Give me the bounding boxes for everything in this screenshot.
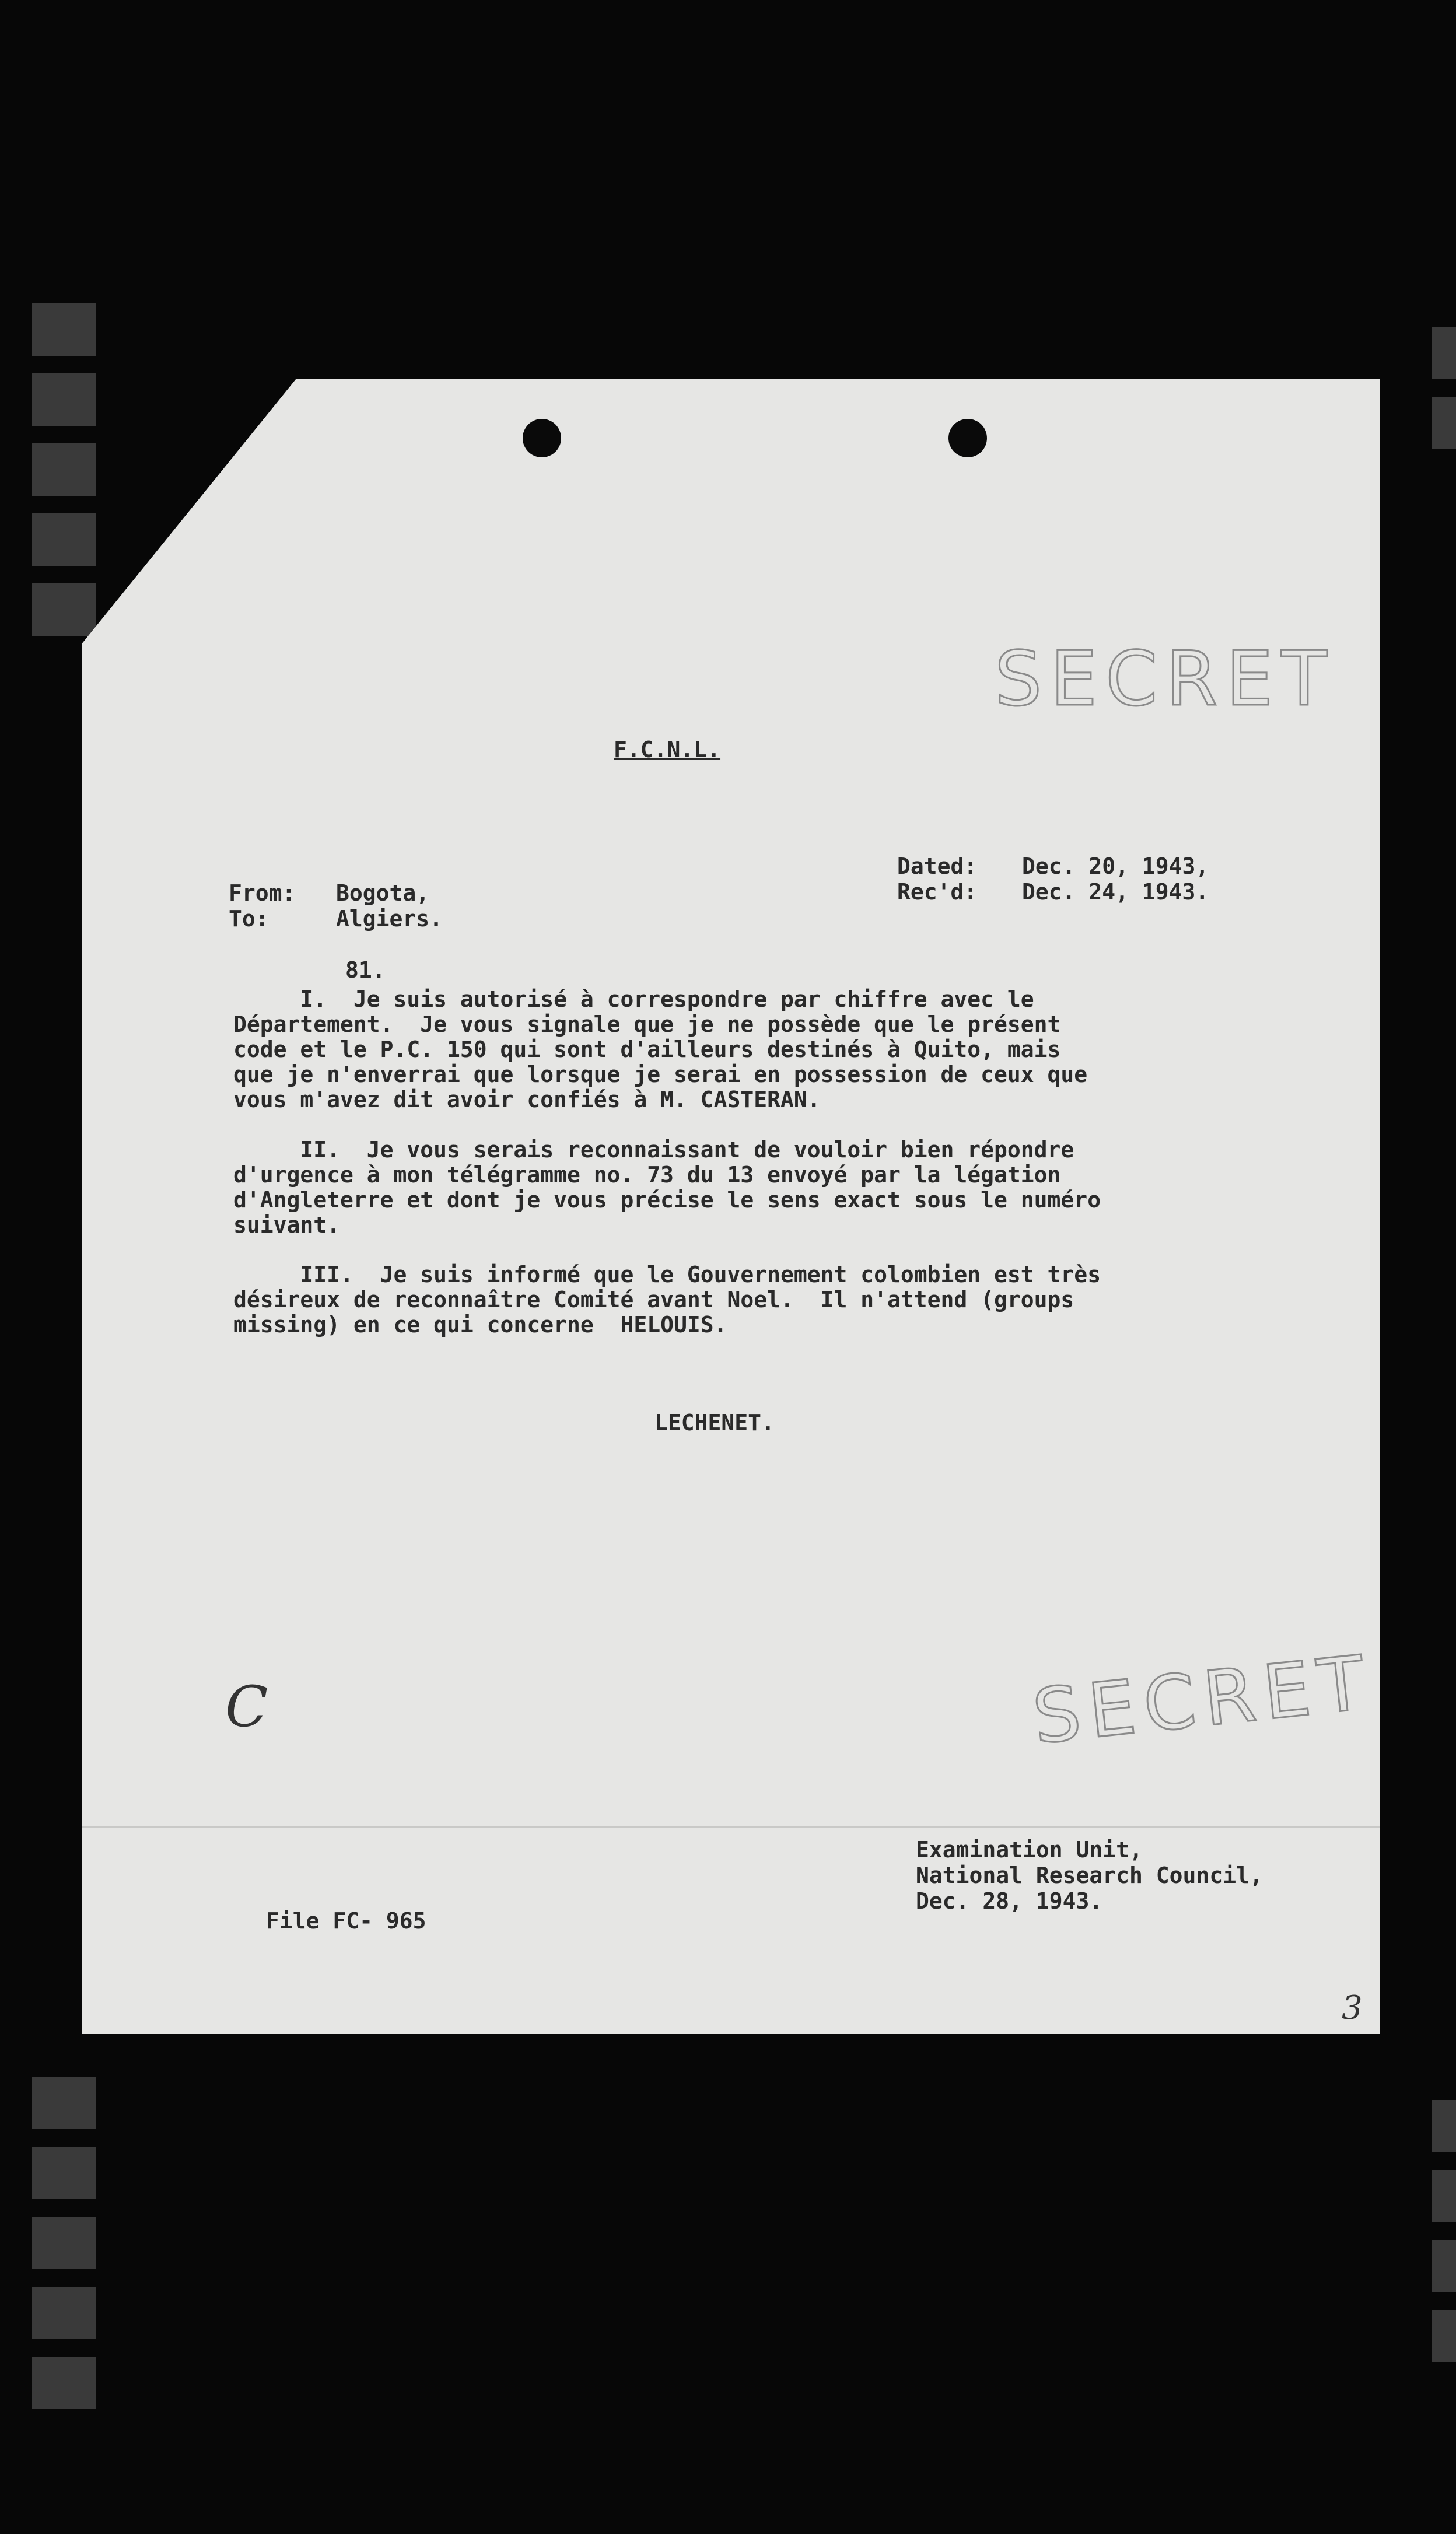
paragraph-line: II. Je vous serais reconnaissant de vouloir bien répondre xyxy=(233,1137,1074,1163)
file-number: File FC- 965 xyxy=(266,1908,426,1934)
to-value: Algiers. xyxy=(336,906,443,932)
dated-value: Dec. 20, 1943, xyxy=(1022,853,1209,879)
sprocket-hole xyxy=(32,2217,96,2269)
agency-heading: F.C.N.L. xyxy=(614,737,721,762)
sprocket-hole xyxy=(1432,327,1456,379)
sprocket-hole xyxy=(32,373,96,426)
received-label: Rec'd: xyxy=(897,879,978,905)
paragraph-line: d'urgence à mon télégramme no. 73 du 13 envoyé par la légation xyxy=(233,1162,1061,1188)
sprocket-hole xyxy=(1432,397,1456,449)
sprocket-hole xyxy=(1432,2310,1456,2362)
secret-stamp-top: SECRET xyxy=(995,636,1335,723)
sprocket-hole xyxy=(32,583,96,636)
punch-hole xyxy=(523,419,561,457)
sprocket-hole xyxy=(32,2147,96,2199)
dated-label: Dated: xyxy=(897,853,978,879)
from-label: From: xyxy=(229,880,296,906)
paragraph-line: missing) en ce qui concerne HELOUIS. xyxy=(233,1312,727,1338)
punch-hole xyxy=(949,419,987,457)
sprocket-hole xyxy=(32,2287,96,2339)
sprocket-hole xyxy=(32,2077,96,2129)
paragraph-line: code et le P.C. 150 qui sont d'ailleurs destinés à Quito, mais xyxy=(233,1037,1061,1062)
paragraph-line: que je n'enverrai que lorsque je serai en possession de ceux que xyxy=(233,1062,1088,1087)
sprocket-hole xyxy=(1432,2100,1456,2152)
paragraph-line: I. Je suis autorisé à correspondre par chiffre avec le xyxy=(233,986,1034,1012)
signature: LECHENET. xyxy=(654,1410,775,1436)
paragraph-line: III. Je suis informé que le Gouvernement colombien est très xyxy=(233,1262,1101,1287)
fold-line xyxy=(82,1826,1380,1828)
unit-line: National Research Council, xyxy=(916,1863,1263,1888)
paragraph-line: désireux de reconnaître Comité avant Noel. Il n'attend (groups xyxy=(233,1287,1074,1312)
from-value: Bogota, xyxy=(336,880,430,906)
handwritten-mark: C xyxy=(225,1674,268,1740)
paragraph-line: d'Angleterre et dont je vous précise le sens exact sous le numéro xyxy=(233,1187,1101,1213)
to-label: To: xyxy=(229,906,269,932)
paragraph-line: Département. Je vous signale que je ne possède que le présent xyxy=(233,1012,1061,1037)
page-mark: 3 xyxy=(1342,1989,1363,2027)
unit-date: Dec. 28, 1943. xyxy=(916,1888,1103,1914)
unit-line: Examination Unit, xyxy=(916,1837,1143,1863)
received-value: Dec. 24, 1943. xyxy=(1022,879,1209,905)
sprocket-hole xyxy=(32,303,96,356)
sprocket-hole xyxy=(32,443,96,496)
paragraph-line: suivant. xyxy=(233,1212,341,1238)
sprocket-hole xyxy=(32,513,96,566)
sprocket-hole xyxy=(1432,2170,1456,2222)
paragraph-line: vous m'avez dit avoir confiés à M. CASTERAN. xyxy=(233,1087,821,1112)
sprocket-hole xyxy=(1432,2240,1456,2292)
sprocket-hole xyxy=(32,2357,96,2409)
secret-stamp-bottom: SECRET xyxy=(1028,1639,1377,1762)
message-number: 81. xyxy=(345,957,386,983)
